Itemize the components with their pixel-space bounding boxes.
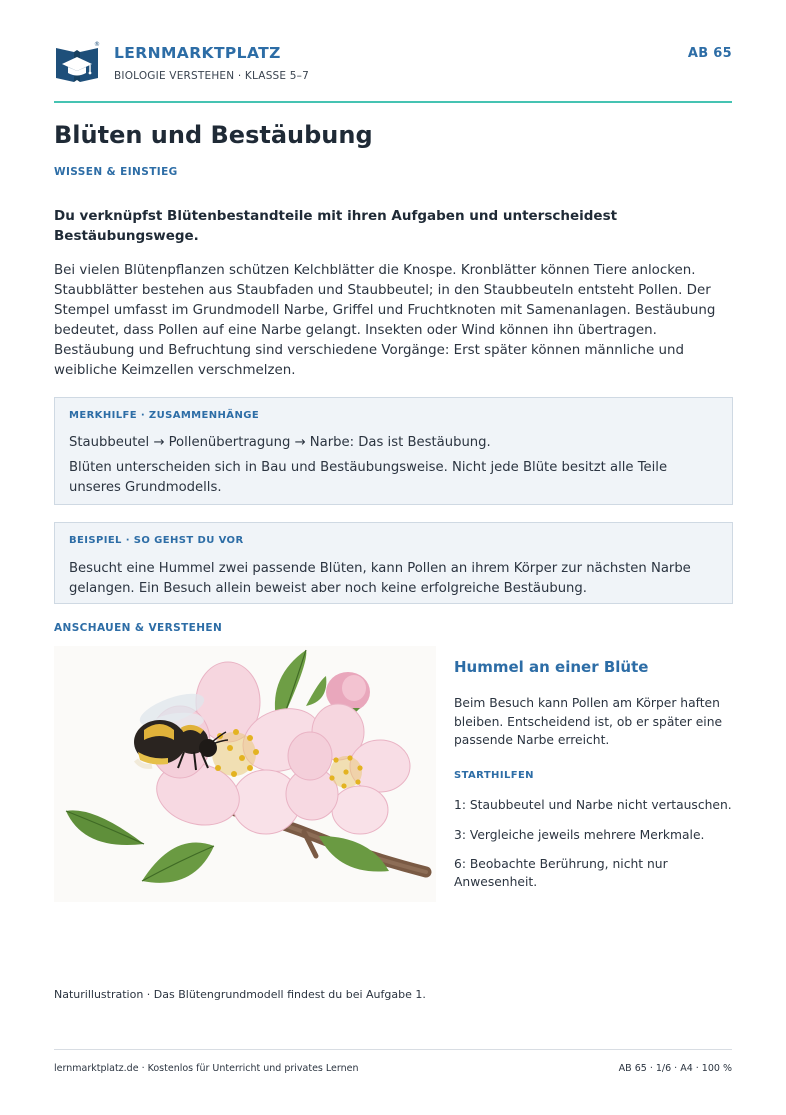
graduation-cap-icon [54, 41, 100, 84]
merkhilfe-line-2: Blüten unterscheiden sich in Bau und Bestäubungsweise. Nicht jede Blüte besitzt alle Teile unseres Grundmodells. [69, 460, 668, 495]
sheet-code: AB 65 [687, 46, 732, 61]
hint-item: 3: Vergleiche jeweils mehrere Merkmale. [454, 828, 705, 842]
image-caption: Naturillustration · Das Blütengrundmodell findest du bei Aufgabe 1. [54, 988, 426, 1001]
hint-item: 1: Staubbeutel und Narbe nicht vertauschen. [454, 798, 732, 812]
intro-paragraph: Bei vielen Blütenpflanzen schützen Kelchblätter die Knospe. Kronblätter können Tiere anlocken. Staubblätter bestehen aus Staubfaden und Staubbeutel; in den Staubbeuteln entsteht Pollen. Der Stempel umfasst im Grundmodell Narbe, Griffel und Fruchtknoten mit Samenanlagen. Bestäubung bedeutet, dass Pollen auf eine Narbe gelangt. Insekten oder Wind können ihn übertragen. Bestäubung und Befruchtung sind verschiedene Vorgänge: Erst später können männliche und weibliche Keimzellen verschmelzen. [54, 263, 716, 378]
registered-mark: ® [94, 41, 100, 48]
brand-name: LERNMARKTPLATZ [114, 44, 281, 62]
beispiel-box [54, 522, 733, 604]
merkhilfe-box [54, 397, 733, 505]
hint-item: 6: Beobachte Berührung, nicht nur Anwesenheit. [454, 857, 668, 889]
page-header [54, 40, 732, 90]
footer-divider [54, 1049, 732, 1050]
footer-page-info: AB 65 · 1/6 · A4 · 100 % [618, 1063, 732, 1074]
merkhilfe-label: MERKHILFE · ZUSAMMENHÄNGE [69, 410, 260, 421]
brand-subtitle: BIOLOGIE VERSTEHEN · KLASSE 5–7 [114, 70, 310, 82]
hints-label: STARTHILFEN [454, 770, 534, 781]
merkhilfe-line-1: Staubbeutel → Pollenübertragung → Narbe: Das ist Bestäubung. [69, 435, 491, 450]
aside-text: Beim Besuch kann Pollen am Körper haften bleiben. Entscheidend ist, ob er später eine passende Narbe erreicht. [454, 696, 723, 747]
page-title: Blüten und Bestäubung [54, 121, 373, 149]
footer-site-note: lernmarktplatz.de · Kostenlos für Unterricht und privates Lernen [54, 1063, 359, 1074]
bumblebee-blossom-illustration [54, 646, 436, 902]
section-label-intro: WISSEN & EINSTIEG [54, 166, 178, 178]
section-label-visual: ANSCHAUEN & VERSTEHEN [54, 622, 223, 634]
beispiel-label: BEISPIEL · SO GEHST DU VOR [69, 535, 244, 546]
beispiel-text: Besucht eine Hummel zwei passende Blüten, kann Pollen an ihrem Körper zur nächsten Narbe gelangen. Ein Besuch allein beweist aber noch keine erfolgreiche Bestäubung. [69, 561, 691, 596]
aside-title: Hummel an einer Blüte [454, 658, 649, 676]
header-divider [54, 101, 732, 103]
learning-goal: Du verknüpfst Blütenbestandteile mit ihren Aufgaben und unterscheidest Bestäubungswege. [54, 208, 618, 244]
